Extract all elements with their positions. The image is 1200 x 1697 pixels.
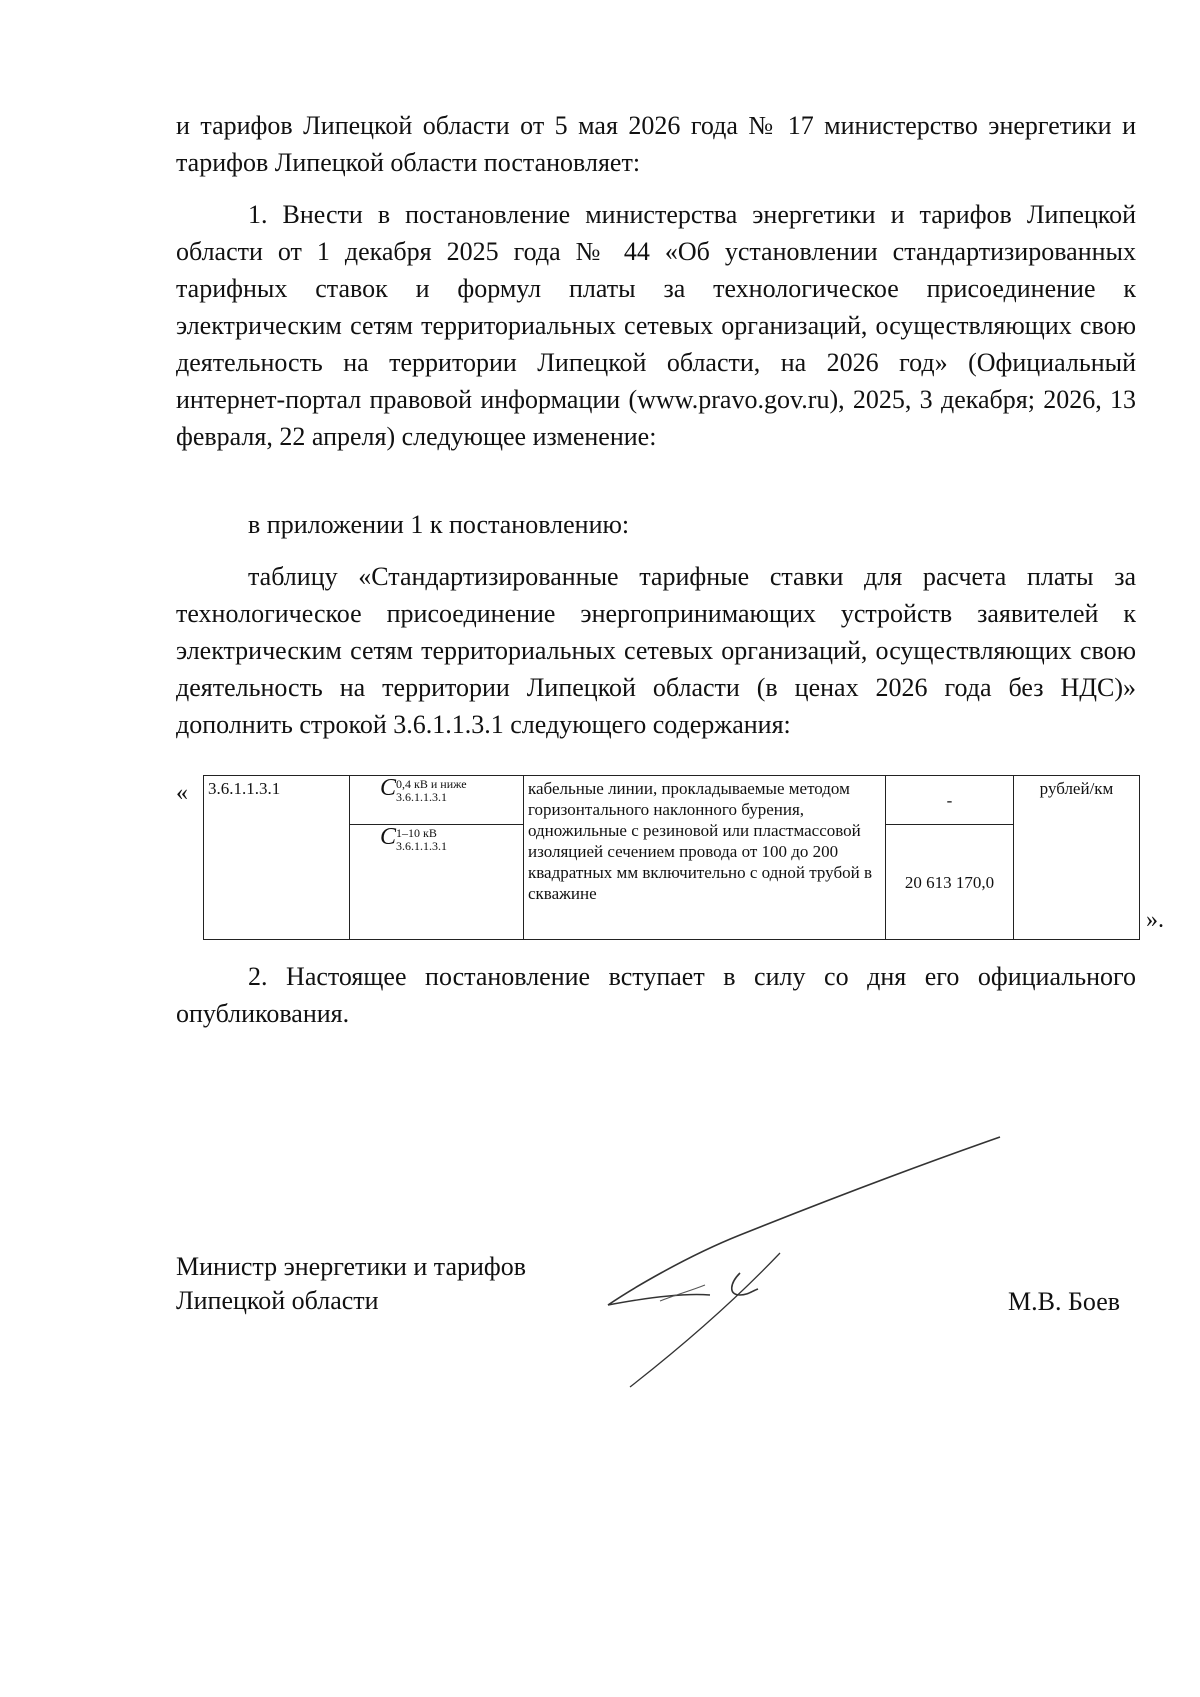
formula-subscript: 3.6.1.1.3.1: [396, 790, 448, 804]
opening-quote: «: [176, 780, 188, 806]
handwritten-signature-icon: [590, 1125, 1050, 1395]
table-intro-paragraph: таблицу «Стандартизированные тарифные ставки для расчета платы за технологическое присоединение энергопринимающих устройств заявителей к электрическим сетям территориальных сетевых организаций, осуществляющих свою деятельность на территории Липецкой области (в ценах 2026 года без НДС)» дополнить строкой 3.6.1.1.3.1 следующего содержания:: [176, 562, 1136, 739]
row-code-cell: 3.6.1.1.3.1: [204, 776, 350, 940]
intro-paragraph: и тарифов Липецкой области от 5 мая 2026 года № 17 министерство энергетики и тарифов Липецкой области постановляет:: [176, 111, 1136, 177]
formula-low-voltage-cell: [350, 776, 524, 825]
signatory-title: Министр энергетики и тарифов Липецкой области: [176, 1252, 527, 1315]
formula-superscript: 1–10 кВ: [396, 826, 437, 840]
unit-cell: рублей/км: [1014, 776, 1140, 940]
formula-subscript: 3.6.1.1.3.1: [396, 839, 448, 853]
formula-mid-voltage-cell: [350, 825, 524, 940]
description-cell: кабельные линии, прокладываемые методом горизонтального наклонного бурения, одножильные с резиновой или пластмассовой изоляцией сечением провода от 100 до 200 квадратных мм включительно с одной трубой в скважине: [524, 776, 886, 940]
item-2-paragraph: 2. Настоящее постановление вступает в силу со дня его официального опубликования.: [176, 962, 1136, 1028]
table-row: [204, 776, 1140, 825]
item-1-paragraph: 1. Внести в постановление министерства энергетики и тарифов Липецкой области от 1 декабря 2025 года № 44 «Об установлении стандартизированных тарифных ставок и формул платы за технологическое присоединение к электрическим сетям территориальных сетевых организаций, осуществляющих свою деятельность на территории Липецкой области, на 2026 год» (Официальный интернет-портал правовой информации (www.pravo.gov.ru), 2025, 3 декабря; 2026, 13 февраля, 22 апреля) следующее изменение:: [176, 200, 1136, 451]
annex-paragraph: в приложении 1 к постановлению:: [248, 510, 630, 539]
value-low-voltage-cell: -: [886, 776, 1014, 825]
signatory-name: М.В. Боев: [1008, 1287, 1121, 1316]
formula-symbol: C: [380, 775, 397, 801]
closing-quote: ».: [1146, 907, 1164, 933]
tariff-table: [203, 775, 1140, 940]
value-mid-voltage-cell: 20 613 170,0: [886, 825, 1014, 940]
formula-superscript: 0,4 кВ и ниже: [396, 777, 467, 791]
formula-symbol: C: [380, 824, 397, 850]
